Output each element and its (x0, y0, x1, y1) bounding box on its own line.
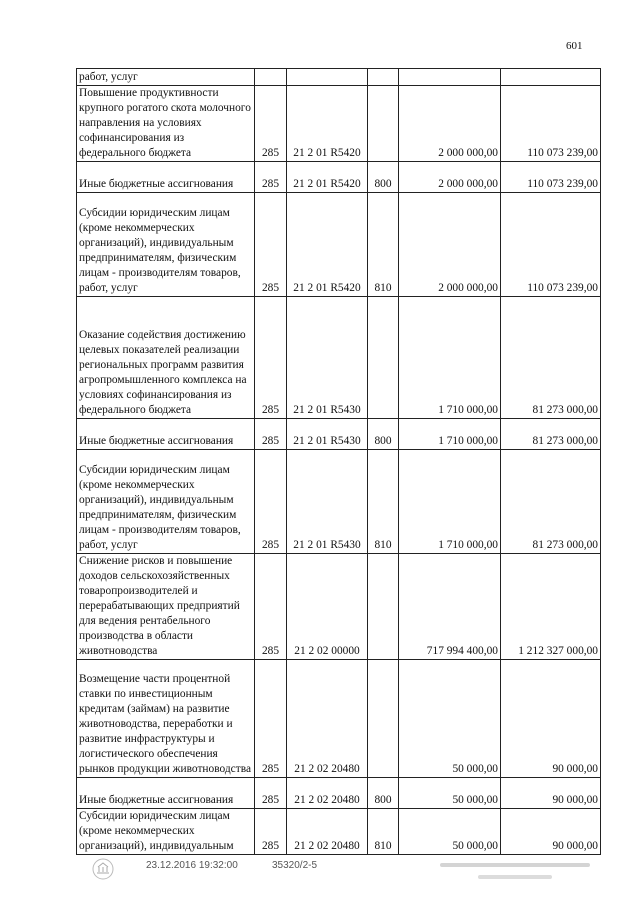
row-ved-code: 285 (255, 162, 287, 193)
row-expense-type (368, 660, 399, 778)
row-target-article: 21 2 01 R5420 (287, 162, 368, 193)
row-sum-1: 50 000,00 (399, 660, 501, 778)
row-target-article: 21 2 02 00000 (287, 554, 368, 660)
row-expense-type: 810 (368, 193, 399, 297)
table-row (77, 297, 601, 419)
row-name: Возмещение части процентной ставки по инвестиционным кредитам (займам) на развитие животноводства, переработки и развитие инфраструктуры и логистического обеспечения рынков продукции животноводства (77, 660, 255, 778)
row-ved-code: 285 (255, 778, 287, 809)
table-row (77, 193, 601, 297)
row-ved-code: 285 (255, 86, 287, 162)
table-row (77, 450, 601, 554)
row-expense-type: 800 (368, 419, 399, 450)
row-sum-2: 1 212 327 000,00 (501, 554, 601, 660)
row-sum-2: 90 000,00 (501, 778, 601, 809)
row-expense-type (368, 554, 399, 660)
row-name: Оказание содействия достижению целевых показателей реализации региональных программ развития агропромышленного комплекса на условиях софинансирования из федерального бюджета (77, 297, 255, 419)
row-sum-2: 110 073 239,00 (501, 86, 601, 162)
row-ved-code: 285 (255, 809, 287, 855)
row-sum-1: 50 000,00 (399, 778, 501, 809)
footer-blurred-stamp (440, 860, 590, 889)
row-sum-1: 2 000 000,00 (399, 162, 501, 193)
row-sum-2: 81 273 000,00 (501, 450, 601, 554)
row-name: Субсидии юридическим лицам (кроме некоммерческих организаций), индивидуальным предпринимателям, физическим лицам - производителям товаров, работ, услуг (77, 450, 255, 554)
row-name: Повышение продуктивности крупного рогатого скота молочного направления на условиях софинансирования из федерального бюджета (77, 86, 255, 162)
row-ved-code: 285 (255, 450, 287, 554)
row-sum-2 (501, 69, 601, 86)
row-ved-code: 285 (255, 554, 287, 660)
row-expense-type: 800 (368, 162, 399, 193)
row-expense-type: 800 (368, 778, 399, 809)
row-target-article: 21 2 01 R5430 (287, 450, 368, 554)
building-seal-icon (92, 858, 114, 880)
row-ved-code: 285 (255, 660, 287, 778)
table-row (77, 69, 601, 86)
row-target-article (287, 69, 368, 86)
row-target-article: 21 2 01 R5420 (287, 86, 368, 162)
row-sum-1 (399, 69, 501, 86)
row-sum-1: 2 000 000,00 (399, 86, 501, 162)
table-row (77, 660, 601, 778)
table-row (77, 162, 601, 193)
budget-table (76, 68, 601, 855)
row-name: работ, услуг (77, 69, 255, 86)
row-name: Снижение рисков и повышение доходов сельскохозяйственных товаропроизводителей и перерабатывающих предприятий для ведения рентабельного производства в области животноводства (77, 554, 255, 660)
row-expense-type: 810 (368, 809, 399, 855)
row-sum-2: 90 000,00 (501, 809, 601, 855)
row-sum-2: 81 273 000,00 (501, 419, 601, 450)
row-name: Субсидии юридическим лицам (кроме некоммерческих организаций), индивидуальным (77, 809, 255, 855)
row-target-article: 21 2 02 20480 (287, 660, 368, 778)
row-name: Иные бюджетные ассигнования (77, 419, 255, 450)
row-sum-1: 50 000,00 (399, 809, 501, 855)
row-sum-2: 90 000,00 (501, 660, 601, 778)
row-name: Субсидии юридическим лицам (кроме некоммерческих организаций), индивидуальным предпринимателям, физическим лицам - производителям товаров, работ, услуг (77, 193, 255, 297)
table-row (77, 778, 601, 809)
row-sum-1: 1 710 000,00 (399, 450, 501, 554)
page-number: 601 (566, 40, 583, 52)
row-ved-code: 285 (255, 419, 287, 450)
row-sum-2: 110 073 239,00 (501, 162, 601, 193)
footer-timestamp: 23.12.2016 19:32:00 (146, 860, 238, 871)
row-ved-code (255, 69, 287, 86)
row-target-article: 21 2 01 R5420 (287, 193, 368, 297)
row-sum-1: 1 710 000,00 (399, 419, 501, 450)
footer-document-number: 35320/2-5 (272, 860, 318, 871)
row-target-article: 21 2 01 R5430 (287, 419, 368, 450)
row-target-article: 21 2 01 R5430 (287, 297, 368, 419)
row-name: Иные бюджетные ассигнования (77, 162, 255, 193)
row-ved-code: 285 (255, 297, 287, 419)
row-expense-type: 810 (368, 450, 399, 554)
row-sum-2: 110 073 239,00 (501, 193, 601, 297)
row-name: Иные бюджетные ассигнования (77, 778, 255, 809)
row-target-article: 21 2 02 20480 (287, 809, 368, 855)
row-expense-type (368, 69, 399, 86)
row-sum-2: 81 273 000,00 (501, 297, 601, 419)
table-row (77, 554, 601, 660)
row-sum-1: 1 710 000,00 (399, 297, 501, 419)
table-row (77, 86, 601, 162)
row-sum-1: 2 000 000,00 (399, 193, 501, 297)
row-sum-1: 717 994 400,00 (399, 554, 501, 660)
table-row (77, 809, 601, 855)
row-ved-code: 285 (255, 193, 287, 297)
table-row (77, 419, 601, 450)
page-footer (0, 858, 640, 898)
row-expense-type (368, 297, 399, 419)
row-target-article: 21 2 02 20480 (287, 778, 368, 809)
row-expense-type (368, 86, 399, 162)
